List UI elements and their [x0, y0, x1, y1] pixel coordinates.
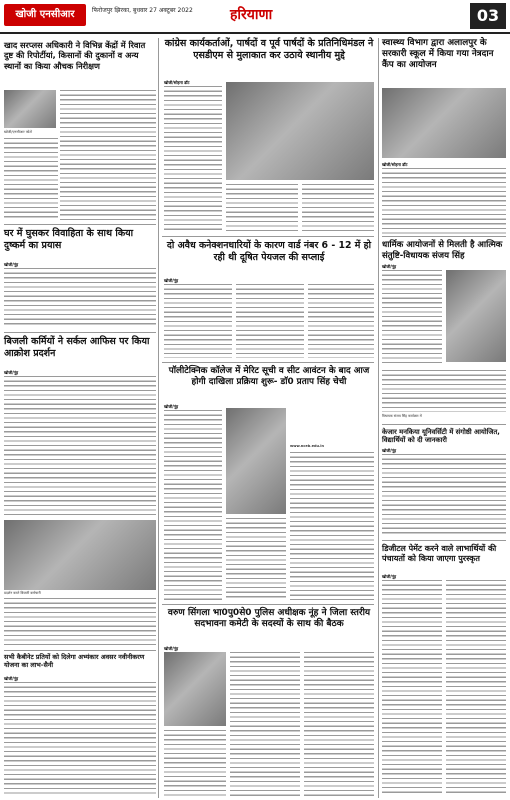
mid-center-byline: खोजी/नूंह: [164, 278, 179, 283]
mid-left-body-2: [4, 376, 156, 518]
top-left-body: [60, 90, 156, 220]
mid-left-body-1: [4, 268, 156, 328]
mid-left-headline-2: बिजली कर्मियों ने सर्कल आफिस पर किया आक्रोश प्रदर्शन: [4, 336, 150, 359]
divider: [162, 362, 374, 363]
top-left-headline: खाद सरप्लस अधिकारी ने विभिन्न केंद्रों में रिवात दुष्ट की रिपोर्टीयां, किसानों की दुकानों व अन्य स्थानों का किया औचक निरीक्षण: [4, 40, 146, 71]
column-rule-right: [378, 38, 379, 798]
divider: [4, 650, 156, 651]
right-lower-body: [382, 454, 506, 536]
center-lower-url: www.nceb.edu.in: [290, 444, 324, 448]
right-bottom-body-1: [382, 580, 442, 796]
bottom-center-body-1: [164, 730, 226, 796]
mid-center-body-1: [164, 284, 232, 358]
section-title: हरियाणा: [230, 7, 273, 23]
mid-center-body-3: [308, 284, 374, 358]
mid-left-body-3: [4, 598, 156, 646]
mid-center-body-2: [236, 284, 304, 358]
bottom-center-headline: वरुण सिंगला भा0पु0से0 पुलिस अधीक्षक नूंह ने जिला स्तरीय सदभावना कमेटी के सदस्यों के साथ की बैठक: [167, 608, 371, 630]
center-lower-byline: खोजी/नूंह: [164, 404, 179, 409]
page-number: 03: [470, 3, 506, 29]
bottom-left-body: [4, 682, 156, 796]
top-left-photo: [4, 90, 56, 128]
top-center-byline: खोजी/सोहना डॉट: [164, 80, 190, 85]
top-left-body-2: [4, 138, 58, 220]
right-lower-byline: खोजी/नूंह: [382, 448, 397, 453]
mid-left-headline-1: घर में घुसकर विवाहिता के साथ किया दुष्कर्म का प्रयास: [4, 228, 134, 251]
center-lower-body-3: [290, 452, 374, 600]
mid-right-photo-caption: विधायक संजय सिंह कार्यक्रम में: [382, 414, 422, 418]
divider: [382, 424, 506, 425]
top-center-body-3: [302, 184, 374, 232]
dateline: फिरोजपुर झिरका, बुधवार 27 अक्टूबर 2022: [92, 7, 193, 14]
newspaper-logo: खोजी एनसीआर: [4, 4, 86, 26]
mid-right-body-1: [382, 270, 442, 366]
masthead: [0, 0, 510, 34]
mid-left-photo-caption: प्रदर्शन करते बिजली कर्मचारी: [4, 591, 41, 595]
divider: [162, 236, 374, 237]
center-lower-headline: पॉलीटेक्निक कॉलेज में मेरिट सूची व सीट आवंटन के बाद आज होगी दाखिला प्रक्रिया शुरू- डाॅ0 प्रताप सिंह चेची: [168, 366, 370, 387]
mid-right-headline: धार्मिक आयोजनों से मिलती है आत्मिक संतुष्टि-विधायक संजय सिंह: [382, 240, 503, 261]
divider: [4, 332, 156, 333]
mid-left-byline-2: खोजी/नूंह: [4, 370, 19, 375]
mid-right-photo: [446, 270, 506, 362]
mid-center-headline: दो अवैध कनेक्शनधारियों के कारण वार्ड नंबर 6 - 12 में हो रही थी दूषित पेयजल की सप्लाई: [166, 240, 372, 263]
bottom-center-byline: खोजी/नूंह: [164, 646, 179, 651]
top-left-photo-caption: खोजी/एनसीआर फोटो: [4, 130, 32, 134]
right-lower-headline: केजार मनकिया यूनिवर्सिटी में संगोष्ठी आयोजित, विद्यार्थियों को दी जानकारी: [382, 428, 500, 445]
bottom-left-byline: खोजी/नूंह: [4, 676, 19, 681]
bottom-center-body-3: [304, 652, 374, 796]
top-center-body-1: [164, 86, 222, 232]
right-bottom-byline: खोजी/नूंह: [382, 574, 397, 579]
center-lower-body-2: [226, 518, 286, 600]
divider: [4, 224, 156, 225]
top-right-byline: खोजी/सोहना डॉट: [382, 162, 408, 167]
bottom-left-headline: सभी कैबीनेट प्रतियों को दिलेगा अभ्यंकार अवसर नवीनीकरण योजना का लाभ-सैनी: [4, 653, 145, 669]
top-center-photo: [226, 82, 374, 180]
bottom-center-body-2: [230, 652, 300, 796]
bottom-center-photo: [164, 652, 226, 726]
top-right-body: [382, 168, 506, 234]
top-right-headline: स्वास्थ्य विभाग द्वारा अलालपुर के सरकारी स्कूल में किया गया नेत्रदान कैंप का आयोजन: [382, 38, 494, 70]
mid-right-byline: खोजी/नूंह: [382, 264, 397, 269]
divider: [382, 236, 506, 237]
divider: [162, 604, 374, 605]
right-bottom-body-2: [446, 580, 506, 796]
mid-right-body-2: [382, 370, 506, 412]
top-right-photo: [382, 88, 506, 158]
top-center-headline: कांग्रेस कार्यकर्ताओं, पार्षदों व पूर्व पार्षदों के प्रतिनिधिमंडल ने एसडीएम से मुलाकात कर उठाये स्थानीय मुद्दे: [164, 38, 374, 61]
column-rule-left: [158, 38, 159, 798]
divider: [382, 540, 506, 541]
right-bottom-headline: डिजीटल पेमेंट करने वाले लाभार्थियों की पंचायतों को किया जाएगा पुरस्कृत: [382, 544, 497, 563]
mid-left-byline-1: खोजी/नूंह: [4, 262, 19, 267]
center-lower-photo: [226, 408, 286, 514]
center-lower-body-1: [164, 410, 222, 600]
mid-left-photo: [4, 520, 156, 590]
top-center-body-2: [226, 184, 298, 232]
